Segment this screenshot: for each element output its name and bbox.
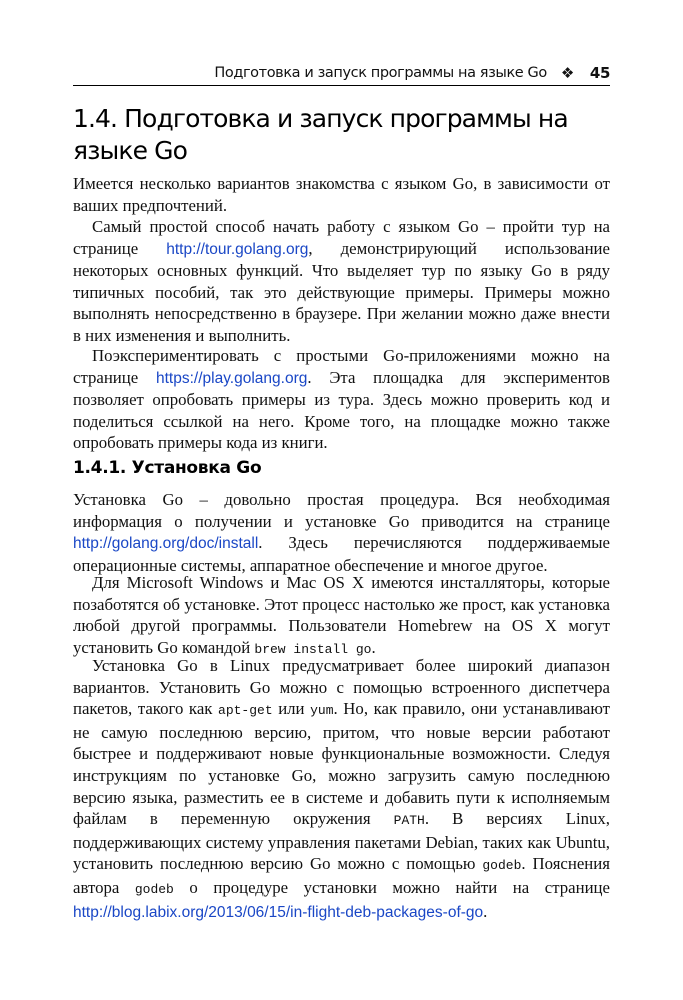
text-run: . Эта площадка для экспериментов позволяет опробовать примеры из тура. Здесь можно проверить код и поделиться ссылкой на него. Кроме того, на площадке можно также опробовать примеры кода из книги. (73, 367, 610, 453)
text-run: . Но, как правило, они устанавливают не самую последнюю версию, притом, что новые версии работают быстрее и поддерживают новые функциональные возможности. Следуя инструкциям по установке Go, можно загрузить самую последнюю версию языка, разместить ее в системе и добавить пути к исполняемым файлам в переменную окружения (73, 699, 610, 829)
diamond-ornament-icon: ❖ (560, 64, 574, 82)
paragraph-install (73, 489, 610, 576)
paragraph-linux (73, 655, 610, 923)
paragraph-intro: Имеется несколько вариантов знакомства с языком Go, в зависимости от ваших предпочтений. (73, 174, 610, 215)
inline-code-godeb-2: godeb (134, 881, 174, 897)
inline-code-yum: yum (310, 703, 334, 719)
text-run: . В версиях Linux, поддерживающих систему управления пакетами Debian, таких как Ubuntu, установить последнюю версию Go можно с помощью (73, 809, 610, 874)
section-heading: 1.4. Подготовка и запуск программы на языке Go (73, 104, 568, 165)
text-run: о процедуре установки можно найти на странице (173, 877, 610, 897)
inline-code-godeb: godeb (482, 858, 522, 874)
inline-code-apt-get: apt-get (218, 703, 273, 719)
page-number: 45 (589, 64, 610, 82)
text-run: или (272, 699, 311, 719)
inline-code-brew: brew install go (254, 641, 372, 657)
text-run: . (483, 901, 488, 921)
text-run: . Пояснения автора (73, 854, 610, 897)
text-run: . Здесь перечисляются поддерживаемые операционные системы, аппаратное обеспечение и многое другое. (73, 533, 610, 575)
text-run: . (371, 637, 376, 657)
running-header-title: Подготовка и запуск программы на языке Go (214, 65, 547, 81)
subsection-heading: 1.4.1. Установка Go (73, 458, 262, 478)
inline-code-path: PATH (393, 813, 425, 829)
text-run: Поэкспериментировать с простыми Go-приложениями можно на странице (73, 346, 610, 387)
paragraph-tour (73, 216, 610, 347)
text-run: Установка Go – довольно простая процедура. Вся необходимая информация о получении и установке Go приводится на странице (73, 490, 610, 531)
playground-link[interactable]: https://play.golang.org (155, 369, 308, 387)
running-header (73, 61, 610, 86)
text-run: , демонстрирующий использование некоторых основных функций. Что выделяет тур по языку Go в ряду типичных пособий, так это действующие примеры. Примеры можно выполнять непосредственно в браузере. При желании можно даже внести в них изменения и выполнить. (73, 238, 610, 345)
tour-link[interactable]: http://tour.golang.org (166, 240, 309, 258)
labix-blog-link[interactable]: http://blog.labix.org/2013/06/15/in-flight-deb-packages-of-go (73, 903, 484, 921)
text-run: Для Microsoft Windows и Mac OS X имеются инсталляторы, которые позаботятся об установке. Этот процесс настолько же прост, как установка любой другой программы. Пользователи Homebrew на OS X могут установить Go командой (73, 573, 610, 657)
paragraph-playground (73, 345, 610, 454)
text-run: Установка Go в Linux предусматривает более широкий диапазон вариантов. Установить Go можно с помощью встроенного диспетчера пакетов, такого как (73, 656, 610, 719)
text-run: Самый простой способ начать работу с языком Go – пройти тур на странице (73, 217, 610, 258)
paragraph-installers (73, 572, 610, 660)
install-link[interactable]: http://golang.org/doc/install (73, 535, 259, 553)
